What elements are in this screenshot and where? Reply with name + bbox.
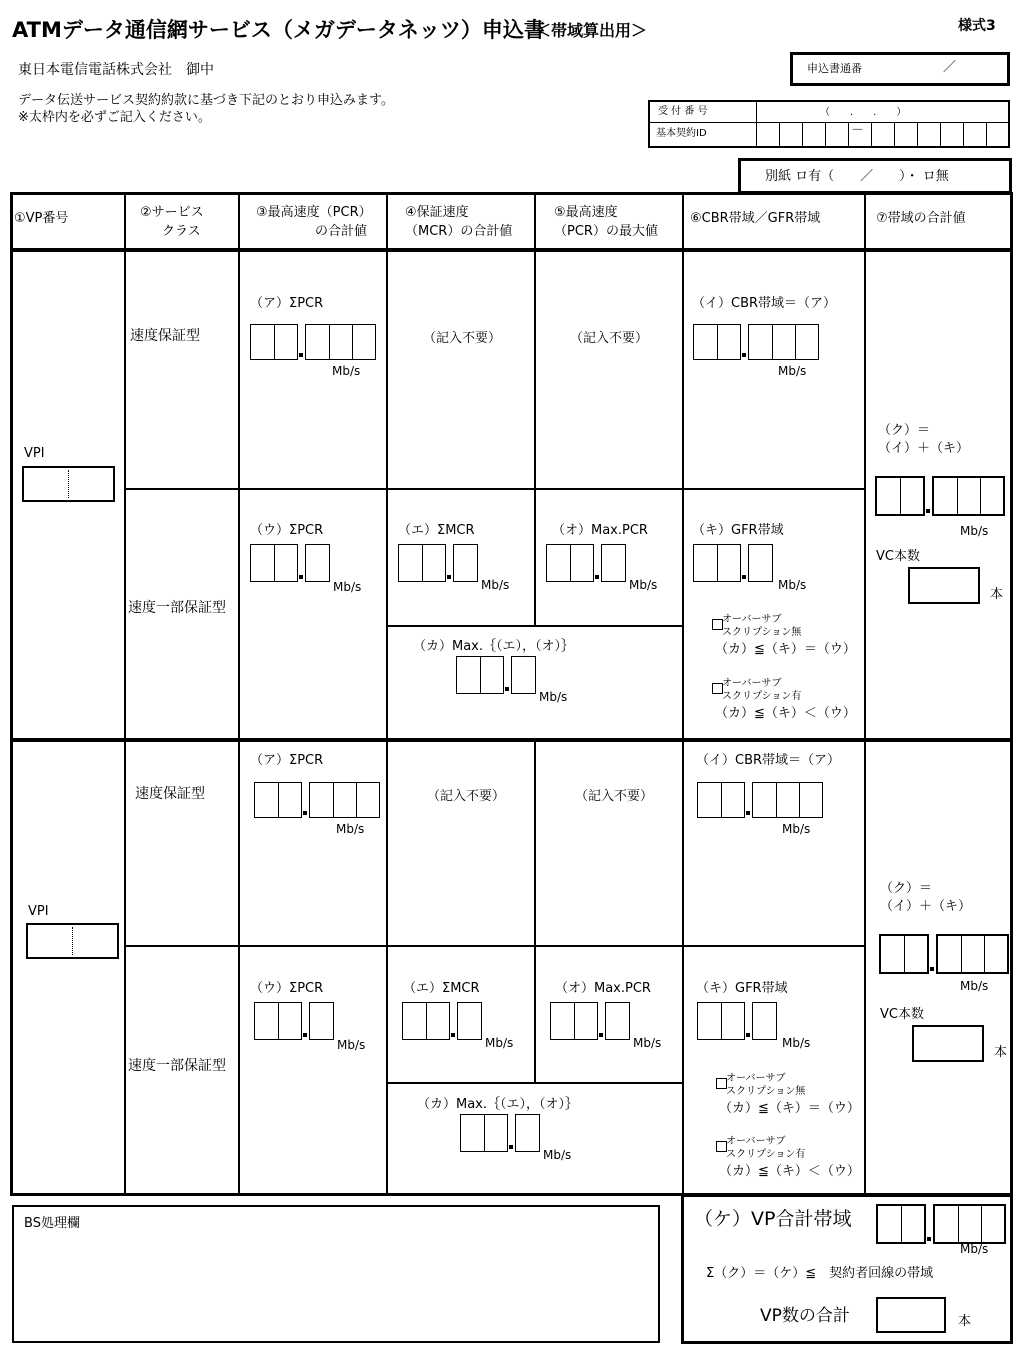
pcr-sum-a-input-1[interactable] (250, 324, 376, 360)
max-ka-2: （カ）Max.｛（エ），（オ）｝ (417, 1097, 579, 1112)
unit-mbs: Mb/s (782, 822, 811, 836)
receipt-box (648, 100, 1010, 148)
oversub-none-2: スクリプション無 (726, 1086, 806, 1097)
mcr-sum-e-2: （エ）ΣMCR (403, 981, 480, 996)
col-pcr-max-1: ⑤最高速度 (554, 205, 618, 220)
gfr-band-2: （キ）GFR帯域 (696, 981, 788, 996)
vp-total-unit: Mb/s (960, 1242, 989, 1256)
vpi-input-2[interactable] (26, 923, 119, 959)
col-band-total: ⑦帯域の合計値 (876, 211, 966, 226)
form-subtitle: ＜帯域算出用＞ (535, 21, 648, 40)
pcr-sum-a-1: （ア）ΣPCR (250, 296, 324, 311)
form-title: ATMデータ通信網サービス（メガデータネッツ）申込書 (12, 18, 545, 42)
unit-mbs: Mb/s (629, 578, 658, 592)
serial-separator: ／ (943, 60, 957, 75)
unit-mbs: Mb/s (333, 580, 362, 594)
cbr-band-2: （イ）CBR帯域＝（ア） (696, 753, 841, 768)
total-input-1[interactable] (875, 476, 1005, 516)
formula-eq-1: （カ）≦（キ）＝（ウ） (715, 642, 856, 657)
total-expr-2: （イ）＋（キ） (880, 899, 972, 914)
pcr-sum-a-2: （ア）ΣPCR (250, 753, 324, 768)
not-required-pcr-2: （記入不要） (575, 789, 654, 804)
required-note: ※太枠内を必ずご記入ください。 (18, 110, 211, 125)
total-ku-1: （ク）＝ (878, 423, 931, 438)
oversub-none-2: スクリプション無 (722, 627, 802, 638)
unit-mbs: Mb/s (337, 1038, 366, 1052)
serial-number-box[interactable] (790, 52, 1010, 86)
class-partial-1: 速度一部保証型 (128, 600, 226, 616)
unit-mbs: Mb/s (633, 1036, 662, 1050)
max-pcr-o-2: （オ）Max.PCR (555, 981, 651, 996)
receipt-value[interactable]: （ . . ） (820, 107, 907, 118)
oversub-have-1: オーバーサブ (722, 678, 782, 689)
unit-mbs: Mb/s (960, 979, 989, 993)
class-partial-2: 速度一部保証型 (128, 1058, 226, 1074)
vp-count-unit: 本 (958, 1314, 972, 1329)
bs-label: BS処理欄 (24, 1216, 80, 1231)
cbr-band-1: （イ）CBR帯域＝（ア） (692, 296, 837, 311)
serial-label: 申込書通番 (807, 62, 862, 75)
unit-hon-1: 本 (990, 587, 1004, 602)
formula-eq-2: （カ）≦（キ）＝（ウ） (719, 1101, 860, 1116)
mcr-sum-e-1: （エ）ΣMCR (398, 523, 475, 538)
col-service-class-2: クラス (162, 224, 201, 239)
pcr-sum-u-1: （ウ）ΣPCR (250, 523, 324, 538)
gfr-band-1: （キ）GFR帯域 (692, 523, 784, 538)
not-required-pcr-1: （記入不要） (570, 331, 649, 346)
unit-hon-2: 本 (994, 1045, 1008, 1060)
oversub-have-1: オーバーサブ (726, 1136, 786, 1147)
col-vp-number: ①VP番号 (14, 211, 69, 226)
mcr-sum-e-input-2[interactable] (402, 1002, 482, 1040)
formula-lt-1: （カ）≦（キ）＜（ウ） (715, 706, 856, 721)
total-expr-1: （イ）＋（キ） (878, 441, 970, 456)
bs-processing-area (12, 1205, 660, 1343)
col-max-pcr-1: ③最高速度（PCR） (256, 205, 372, 220)
form-number: 様式3 (958, 18, 996, 34)
vc-count-label-2: VC本数 (880, 1007, 924, 1022)
oversub-have-2: スクリプション有 (722, 691, 802, 702)
vp-total-input[interactable] (876, 1204, 1006, 1244)
unit-mbs: Mb/s (778, 578, 807, 592)
col-pcr-max-2: （PCR）の最大値 (554, 224, 658, 239)
oversub-none-1: オーバーサブ (722, 614, 782, 625)
col-mcr-2: （MCR）の合計値 (405, 224, 513, 239)
intro-text: データ伝送サービス契約約款に基づき下記のとおり申込みます。 (18, 93, 394, 108)
unit-mbs: Mb/s (778, 364, 807, 378)
class-guaranteed-2: 速度保証型 (135, 786, 205, 802)
not-required-mcr-1: （記入不要） (423, 331, 502, 346)
attachment-box[interactable] (738, 158, 1012, 194)
contract-id-dash: － (851, 123, 865, 138)
vpi-label-1: VPI (24, 446, 45, 461)
contract-id-label: 基本契約ID (656, 128, 707, 139)
unit-mbs: Mb/s (481, 578, 510, 592)
contract-id-cells[interactable] (756, 122, 1006, 146)
vp-count-label: VP数の合計 (760, 1306, 850, 1326)
unit-mbs: Mb/s (332, 364, 361, 378)
gfr-band-input-1[interactable] (693, 544, 773, 582)
gfr-band-input-2[interactable] (697, 1002, 777, 1040)
formula-lt-2: （カ）≦（キ）＜（ウ） (719, 1164, 860, 1179)
attachment-text: 別紙 ロ有（ ／ ）・ ロ無 (765, 169, 949, 184)
oversub-none-1: オーバーサブ (726, 1073, 786, 1084)
unit-mbs: Mb/s (960, 524, 989, 538)
vpi-label-2: VPI (28, 904, 49, 919)
total-ku-2: （ク）＝ (880, 881, 933, 896)
unit-mbs: Mb/s (336, 822, 365, 836)
max-pcr-o-1: （オ）Max.PCR (552, 523, 648, 538)
pcr-sum-u-2: （ウ）ΣPCR (250, 981, 324, 996)
total-input-2[interactable] (879, 934, 1009, 974)
unit-mbs: Mb/s (782, 1036, 811, 1050)
vpi-input-1[interactable] (22, 466, 115, 502)
unit-mbs: Mb/s (539, 690, 568, 704)
vc-count-label-1: VC本数 (876, 549, 920, 564)
max-ka-input-1[interactable] (456, 656, 536, 694)
max-pcr-o-input-1[interactable] (546, 544, 626, 582)
col-service-class-1: ②サービス (140, 205, 204, 220)
oversub-have-2: スクリプション有 (726, 1149, 806, 1160)
unit-mbs: Mb/s (543, 1148, 572, 1162)
vc-count-input-2[interactable] (912, 1025, 984, 1062)
unit-mbs: Mb/s (485, 1036, 514, 1050)
pcr-sum-u-input-2[interactable] (254, 1002, 334, 1040)
vp-total-label: （ケ）VP合計帯域 (694, 1208, 852, 1230)
max-ka-input-2[interactable] (460, 1114, 540, 1152)
addressee: 東日本電信電話株式会社 御中 (18, 62, 214, 78)
receipt-label: 受 付 番 号 (658, 106, 708, 117)
not-required-mcr-2: （記入不要） (427, 789, 506, 804)
col-mcr-1: ④保証速度 (405, 205, 469, 220)
max-ka-1: （カ）Max.｛（エ），（オ）｝ (413, 639, 575, 654)
vp-total-box (681, 1194, 1013, 1344)
cbr-band-input-2[interactable] (697, 782, 823, 818)
max-pcr-o-input-2[interactable] (550, 1002, 630, 1040)
vp-count-input[interactable] (876, 1297, 946, 1333)
vc-count-input-1[interactable] (908, 567, 980, 604)
pcr-sum-a-input-2[interactable] (254, 782, 380, 818)
class-guaranteed-1: 速度保証型 (130, 328, 200, 344)
vp-total-formula: Σ（ク）＝（ケ）≦ 契約者回線の帯域 (706, 1266, 934, 1281)
mcr-sum-e-input-1[interactable] (398, 544, 478, 582)
col-cbr-gfr: ⑥CBR帯域／GFR帯域 (690, 211, 821, 226)
pcr-sum-u-input-1[interactable] (250, 544, 330, 582)
cbr-band-input-1[interactable] (693, 324, 819, 360)
col-max-pcr-2: の合計値 (315, 224, 368, 239)
